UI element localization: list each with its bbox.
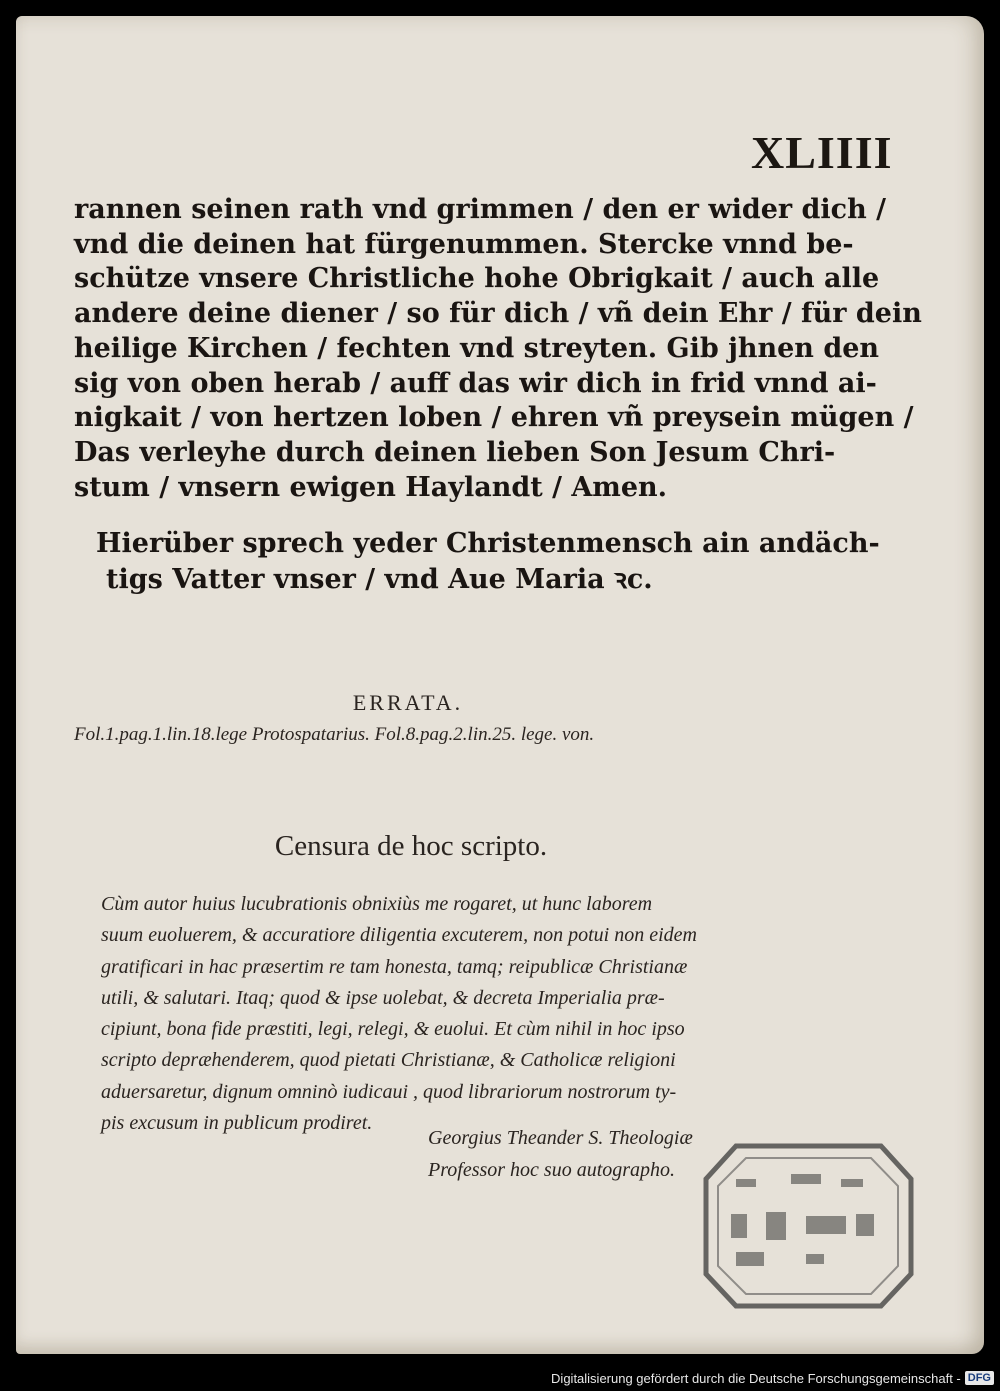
censura-text [101,889,791,1139]
rubric-line: Hierüber sprech yeder Christenmensch ain andäch- [96,528,880,559]
censura-line: aduersaretur, dignum omninò iudicaui , quod librariorum nostrorum ty- [101,1080,677,1103]
prayer-line: stum / vnsern ewigen Haylandt / Amen. [74,471,668,503]
censura-line: pis excusum in publicum prodiret. [101,1112,373,1135]
dfg-logo-icon: DFG [965,1371,994,1385]
digitization-footer [551,1368,994,1388]
german-prayer-text [74,193,922,505]
censura-line: utili, & salutari. Itaq; quod & ipse uolebat, & decreta Imperialia præ- [101,986,665,1009]
prayer-line: Das verleyhe durch deinen lieben Son Jesum Chri- [74,436,836,468]
prayer-line: vnd die deinen hat fürgenummen. Stercke vnnd be- [74,228,854,260]
library-stamp-icon [696,1134,921,1314]
censura-line: Cùm autor huius lucubrationis obnixiùs me rogaret, ut hunc laborem [101,893,653,915]
prayer-line: andere deine diener / so für dich / vñ dein Ehr / für dein [74,298,922,330]
errata-entry: Fol.1.pag.1.lin.18.lege Protospatarius. Fol.8.pag.2.lin.25. lege. von. [74,724,595,745]
signature-line: Professor hoc suo autographo. [428,1159,676,1181]
censura-line: suum euoluerem, & accuratiore diligentia excuterem, non potui non eidem [101,924,697,947]
prayer-line: schütze vnsere Christliche hohe Obrigkait / auch alle [74,263,880,295]
rubric-line: tigs Vatter vnser / vnd Aue Maria ꝛc. [106,564,653,595]
censura-heading: Censura de hoc scripto. [274,830,548,862]
prayer-line: sig von oben herab / auff das wir dich in frid vnnd ai- [74,367,877,399]
footer-credit: Digitalisierung gefördert durch die Deutsche Forschungsgemeinschaft - [551,1370,961,1386]
prayer-line: heilige Kirchen / fechten vnd streyten. Gib jhnen den [74,332,880,364]
book-page [16,16,984,1354]
signature-line: Georgius Theander S. Theologiæ [428,1127,693,1149]
rubric-instruction [96,526,880,598]
censura-line: scripto depræhenderem, quod pietati Christianæ, & Catholicæ religioni [101,1049,676,1072]
prayer-line: rannen seinen rath vnd grimmen / den er wider dich / [74,194,886,225]
folio-number: XLIIII [751,127,893,178]
prayer-line: nigkait / von hertzen loben / ehren vñ preysein mügen / [74,402,914,434]
censura-line: gratificari in hac præsertim re tam honesta, tamq; reipublicæ Christianæ [101,955,688,978]
censura-line: cipiunt, bona fide præstiti, legi, relegi, & euolui. Et cùm nihil in hoc ipso [101,1018,685,1041]
errata-heading: ERRATA. [352,690,464,715]
